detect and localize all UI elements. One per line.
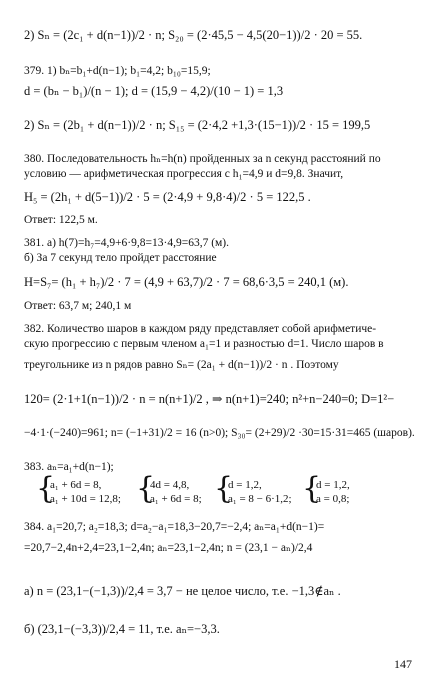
problem-380-formula: H₅ = (2h₁ + d(5−1))/2 · 5 = (2·4,9 + 9,8·4)/2 · 5 = 122,5 . — [24, 190, 311, 204]
problem-379-line1: 379. 1) bₙ=b₁+d(n−1); b₁=4,2; b₁₀=15,9; — [24, 65, 211, 77]
equation-system-1 — [50, 478, 121, 506]
problem-382-line3: треугольнике из n рядов равно Sₙ= (2a₁ + d(n−1))/2 · n . Поэтому — [24, 359, 339, 371]
equation-system-4 — [316, 478, 350, 506]
problem-382-line2: скую прогрессию с первым членом a₁=1 и разностью d=1. Число шаров в — [24, 338, 384, 350]
problem-381-formula: H=S₇= (h₁ + h₇)/2 · 7 = (4,9 + 63,7)/2 · 7 = 68,6·3,5 = 240,1 (м). — [24, 275, 349, 289]
system-4-row-2: a = 0,8; — [316, 493, 350, 505]
problem-384-part-b: б) (23,1−(−3,3))/2,4 = 11, т.е. aₙ=−3,3. — [24, 622, 220, 636]
problem-380-line1: 380. Последовательность hₙ=h(n) пройденных за n секунд расстояний по — [24, 153, 381, 165]
system-2-row-1: 4d = 4,8, — [150, 479, 190, 491]
system-3-row-2: a₁ = 8 − 6·1,2; — [228, 493, 292, 505]
problem-381-line2: б) За 7 секунд тело пройдет расстояние — [24, 252, 217, 264]
page-number: 147 — [394, 657, 412, 671]
problem-382-line1: 382. Количество шаров в каждом ряду представляет собой арифметиче- — [24, 323, 377, 335]
system-brace-4: { — [302, 471, 322, 506]
system-brace-2: { — [136, 471, 156, 506]
problem-380-line2: условию — арифметическая прогрессия с h₁=4,9 и d=9,8. Значит, — [24, 168, 344, 180]
system-brace-1: { — [36, 471, 56, 506]
system-brace-3: { — [214, 471, 234, 506]
system-4-row-1: d = 1,2, — [316, 479, 350, 491]
problem-382-equation: 120= (2·1+1(n−1))/2 · n = n(n+1)/2 , ⇒ n(n+1)=240; n²+n−240=0; D=1²− — [24, 392, 395, 406]
problem-383-line1: 383. aₙ=a₁+d(n−1); — [24, 461, 114, 473]
problem-384-line1: 384. a₁=20,7; a₂=18,3; d=a₂−a₁=18,3−20,7=−2,4; aₙ=a₁+d(n−1)= — [24, 521, 325, 533]
system-1-row-2: a₁ + 10d = 12,8; — [50, 493, 121, 505]
problem-379-line2: d = (bₙ − b₁)/(n − 1); d = (15,9 − 4,2)/(10 − 1) = 1,3 — [24, 84, 284, 98]
solution-378-part2: 2) Sₙ = (2c₁ + d(n−1))/2 · n; S₂₀ = (2·45,5 − 4,5(20−1))/2 · 20 = 55. — [24, 28, 363, 42]
problem-381-answer: Ответ: 63,7 м; 240,1 м — [24, 300, 132, 312]
problem-379-line3: 2) Sₙ = (2b₁ + d(n−1))/2 · n; S₁₅ = (2·4,2 +1,3·(15−1))/2 · 15 = 199,5 — [24, 118, 371, 132]
problem-382-discriminant: −4·1·(−240)=961; n= (−1+31)/2 = 16 (n>0); S₃₀= (2+29)/2 ·30=15·31=465 (шаров). — [24, 427, 415, 439]
problem-381-line1: 381. а) h(7)=h₇=4,9+6·9,8=13·4,9=63,7 (м). — [24, 237, 230, 249]
equation-system-2 — [150, 478, 202, 506]
problem-380-answer: Ответ: 122,5 м. — [24, 214, 98, 226]
equation-system-3 — [228, 478, 292, 506]
problem-384-part-a: а) n = (23,1−(−1,3))/2,4 = 3,7 − не целое число, т.е. −1,3∉aₙ . — [24, 584, 341, 598]
system-3-row-1: d = 1,2, — [228, 479, 262, 491]
problem-384-line2: =20,7−2,4n+2,4=23,1−2,4n; aₙ=23,1−2,4n; n = (23,1 − aₙ)/2,4 — [24, 542, 313, 554]
system-1-row-1: a₁ + 6d = 8, — [50, 479, 102, 491]
system-2-row-2: a₁ + 6d = 8; — [150, 493, 202, 505]
